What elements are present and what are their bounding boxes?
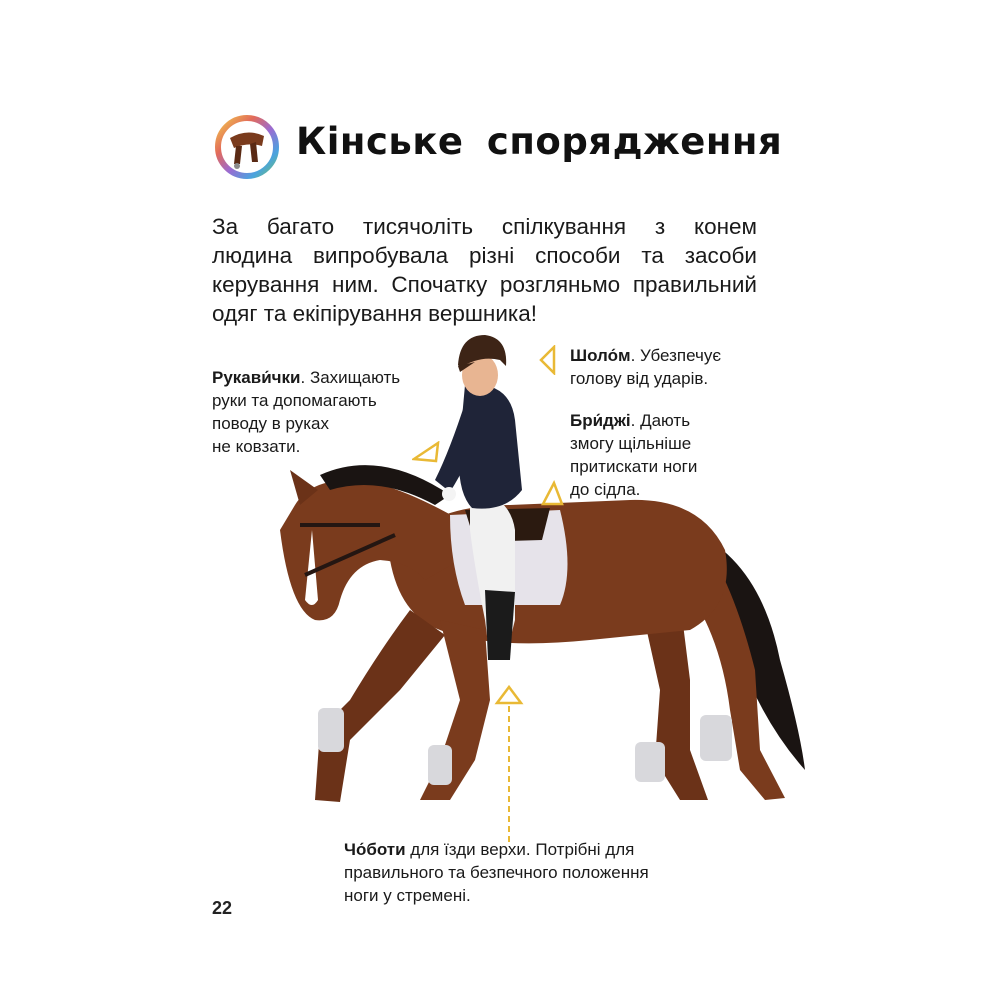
page-number: 22 (212, 898, 233, 918)
callout-line: ноги у стремені. (344, 886, 471, 905)
helmet-pointer-icon (538, 345, 558, 375)
boots-pointer-icon (494, 684, 524, 706)
page-title: Кінське спорядження (296, 120, 783, 163)
breeches-callout (570, 409, 697, 501)
callout-line: поводу в руках (212, 414, 330, 433)
saddle-icon (212, 112, 282, 182)
helmet-callout (570, 344, 721, 390)
callout-line: притискати ноги (570, 457, 698, 476)
intro-line: людина випробувала різні способи та засоби (212, 243, 757, 268)
callout-line (570, 344, 721, 367)
intro-line: керування ним. Спочатку розгляньмо правильний (212, 272, 757, 297)
gloves-term: Рукави́чки (212, 368, 301, 387)
callout-text: . Убезпечує (630, 346, 722, 365)
callout-line: правильного та безпечного положення (344, 863, 649, 882)
callout-text: . Захищають (300, 368, 401, 387)
callout-text: . Дають (630, 411, 691, 430)
callout-line: руки та допомагають (212, 391, 377, 410)
breeches-pointer-icon (540, 480, 564, 508)
intro-paragraph (212, 212, 757, 328)
callout-line: змогу щільніше (570, 434, 692, 453)
intro-line: одяг та екіпірування вершника! (212, 301, 538, 326)
helmet-term: Шоло́м (570, 346, 631, 365)
intro-line: За багато тисячоліть спілкування з конем (212, 214, 757, 239)
callout-line: до сідла. (570, 480, 641, 499)
callout-line (570, 409, 697, 432)
callout-line (344, 838, 649, 861)
callout-text: для їзди верхи. Потрібні для (405, 840, 635, 859)
breeches-term: Бри́джі (570, 411, 631, 430)
gloves-pointer-icon (412, 441, 442, 463)
boots-term: Чо́боти (344, 840, 406, 859)
boots-pointer-line (508, 706, 510, 842)
boots-callout (344, 838, 649, 907)
callout-line: не ковзати. (212, 437, 301, 456)
gloves-callout (212, 366, 400, 458)
callout-line: голову від ударів. (570, 369, 709, 388)
callout-line (212, 366, 400, 389)
